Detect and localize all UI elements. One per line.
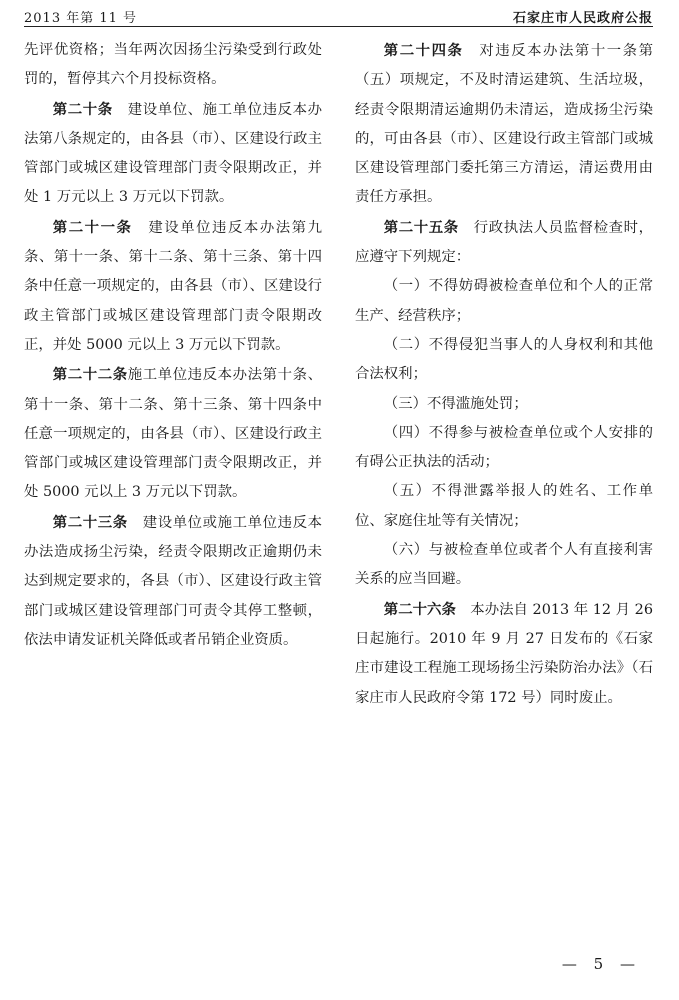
list-item <box>355 536 653 595</box>
list-item <box>355 419 653 478</box>
paragraph-text: （五）不得泄露举报人的姓名、工作单位、家庭住址等有关情况； <box>355 483 653 529</box>
list-item <box>355 390 653 419</box>
list-item <box>355 331 653 390</box>
right-column <box>355 36 653 713</box>
article-20 <box>24 95 322 213</box>
article-25 <box>355 213 653 273</box>
article-heading: 第二十六条 <box>383 600 456 618</box>
article-heading: 第二十条 <box>52 100 113 118</box>
paragraph-text: 建设单位违反本办法第九条、第十一条、第十二条、第十三条、第十四条中任意一项规定的，由各县（市）、区建设行政主管部门或城区建设管理部门责令限期改正，并处 5000 元以上 3 万元以下罚款。 <box>24 219 322 353</box>
paragraph-text: （四）不得参与被检查单位或个人安排的有碍公正执法的活动； <box>355 424 653 471</box>
publication-title: 石家庄市人民政府公报 <box>512 11 653 26</box>
article-heading: 第二十一条 <box>52 218 133 236</box>
page-number: — 5 — <box>561 955 641 973</box>
paragraph-text: 建设单位或施工单位违反本办法造成扬尘污染，经责令限期改正逾期仍未达到规定要求的，各县（市）、区建设行政主管部门或城区建设管理部门可责令其停工整顿，依法申请发证机关降低或者吊销企业资质。 <box>24 514 322 648</box>
article-heading: 第二十三条 <box>52 513 128 531</box>
article-22 <box>24 360 322 507</box>
article-26 <box>355 595 653 713</box>
article-heading: 第二十四条 <box>383 42 464 59</box>
left-column <box>24 36 322 655</box>
paragraph-text: 施工单位违反本办法第十条、第十一条、第十二条、第十三条、第十四条中任意一项规定的，由各县（市）、区建设行政主管部门或城区建设管理部门责令限期改正，并处 5000 元以上 3 万元以下罚款。 <box>24 367 322 501</box>
article-24 <box>355 36 653 213</box>
article-23 <box>24 508 322 655</box>
page-header <box>24 2 653 27</box>
issue-label: 2013 年第 11 号 <box>24 11 138 26</box>
paragraph-text: 本办法自 2013 年 12 月 26 日起施行。2010 年 9 月 27 日发布的《石家庄市建设工程施工现场扬尘污染防治办法》（石家庄市人民政府令第 172 号）同时废止。 <box>355 601 653 706</box>
paragraph-text: 先评优资格；当年两次因扬尘污染受到行政处罚的，暂停其六个月投标资格。 <box>24 42 322 88</box>
paragraph-text: （二）不得侵犯当事人的人身权利和其他合法权利； <box>355 336 653 383</box>
paragraph <box>24 36 322 95</box>
paragraph-text: （三）不得滥施处罚； <box>383 395 528 412</box>
article-heading: 第二十二条 <box>52 366 128 384</box>
list-item <box>355 477 653 536</box>
article-21 <box>24 213 322 360</box>
paragraph-text: 对违反本办法第十一条第（五）项规定，不及时清运建筑、生活垃圾，经责令限期清运逾期仍未清运，造成扬尘污染的，可由各县（市）、区建设行政主管部门或城区建设管理部门委托第三方清运，清运费用由责任方承担。 <box>355 43 653 206</box>
paragraph-text: （六）与被检查单位或者个人有直接利害关系的应当回避。 <box>355 542 653 588</box>
paragraph-text: （一）不得妨碍被检查单位和个人的正常生产、经营秩序； <box>355 278 653 324</box>
paragraph-text: 建设单位、施工单位违反本办法第八条规定的，由各县（市）、区建设行政主管部门或城区建设管理部门责令限期改正，并处 1 万元以上 3 万元以下罚款。 <box>24 101 322 206</box>
article-heading: 第二十五条 <box>383 218 459 236</box>
list-item <box>355 272 653 331</box>
paragraph-text: 行政执法人员监督检查时，应遵守下列规定： <box>355 219 653 266</box>
